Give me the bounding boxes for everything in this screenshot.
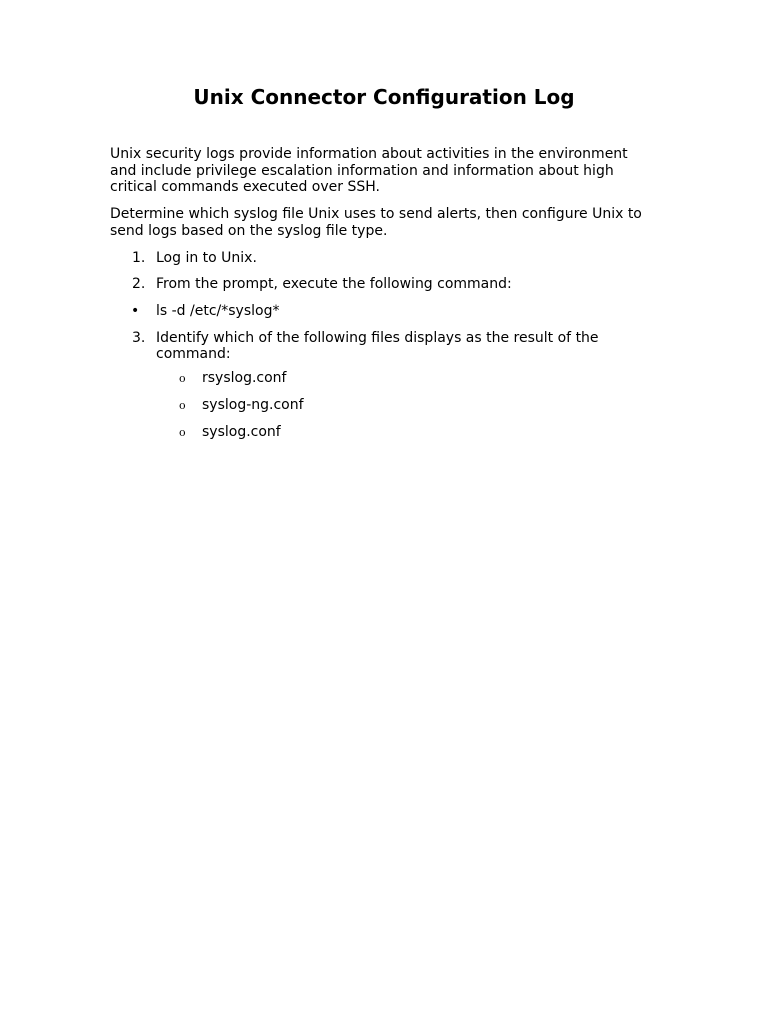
circle-bullet-icon: o [179, 399, 186, 413]
file-option-syslog-ng [110, 397, 658, 414]
file-option-text: syslog.conf [202, 424, 281, 441]
command-bullet [110, 303, 658, 320]
file-option-syslog [110, 424, 658, 441]
step-number: 3. [132, 329, 146, 346]
file-option-text: syslog-ng.conf [202, 397, 304, 414]
command-text: ls -d /etc/*syslog* [156, 302, 280, 319]
document-body [110, 146, 658, 451]
step-text: Log in to Unix. [156, 249, 257, 266]
step-number: 2. [132, 276, 146, 293]
file-option-rsyslog [110, 370, 658, 387]
circle-bullet-icon: o [179, 372, 186, 386]
step-number: 1. [132, 249, 146, 266]
step-2 [110, 276, 658, 293]
document-title: Unix Connector Configuration Log [193, 85, 575, 109]
bullet-icon: • [131, 302, 140, 319]
circle-bullet-icon: o [179, 426, 186, 440]
step-text: Identify which of the following files displays as the result of the command: [156, 329, 599, 363]
step-text: From the prompt, execute the following command: [156, 276, 512, 293]
instruction-paragraph: Determine which syslog file Unix uses to send alerts, then configure Unix to send logs based on the syslog file type. [110, 206, 642, 239]
step-3 [110, 330, 658, 363]
file-option-text: rsyslog.conf [202, 370, 287, 387]
intro-paragraph: Unix security logs provide information about activities in the environment and include privilege escalation information and information about high critical commands executed over SSH. [110, 146, 628, 196]
step-1 [110, 250, 658, 267]
